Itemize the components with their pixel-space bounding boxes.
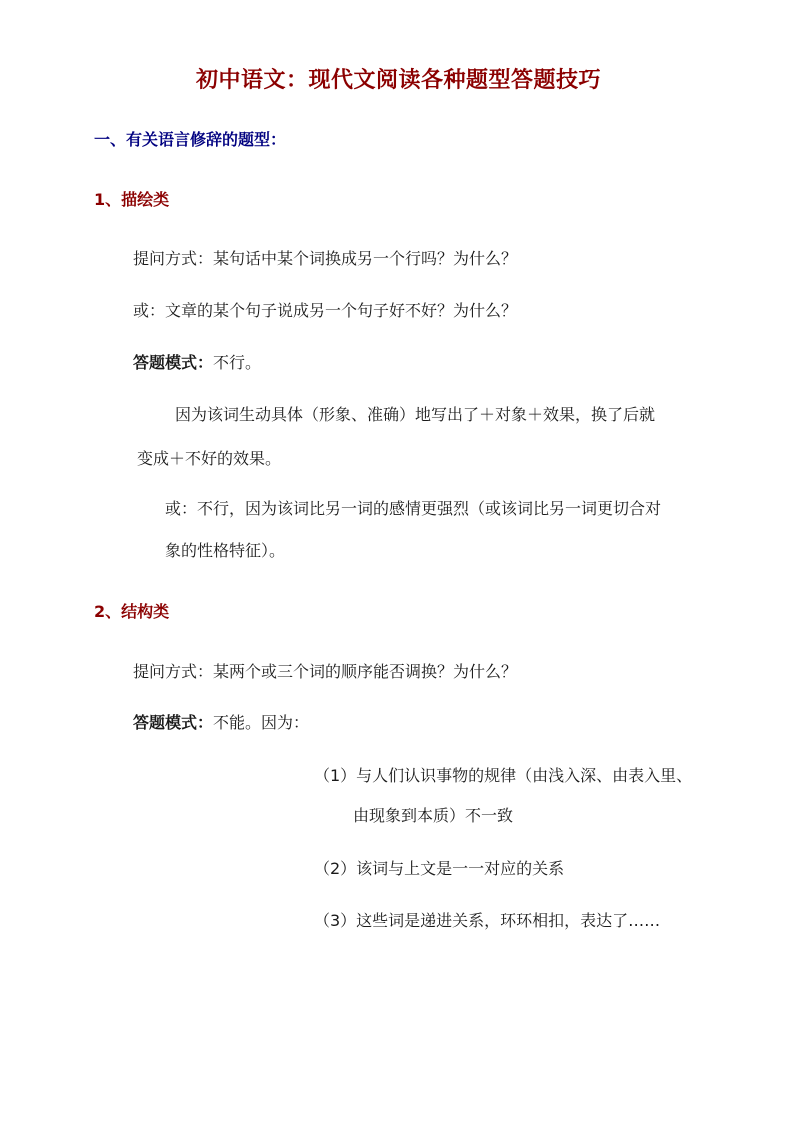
question-line: 提问方式：某句话中某个词换成另一个行吗？为什么？ [133,249,518,268]
list-item: 由现象到本质）不一致 [353,806,514,825]
question-line: 提问方式：某两个或三个词的顺序能否调换？为什么？ [133,662,518,681]
answer-value: 不能。因为： [213,713,310,732]
page-title: 初中语文：现代文阅读各种题型答题技巧 [196,67,602,93]
alt-answer-line: 或：不行，因为该词比另一词的感情更强烈（或该词比另一词更切合对 [165,499,662,518]
answer-value: 不行。 [213,353,262,372]
answer-label: 答题模式： [133,353,214,372]
list-item: （2）该词与上文是一一对应的关系 [314,859,565,878]
list-item: （3）这些词是递进关系，环环相扣，表达了…… [314,911,661,930]
section-heading-rhetoric: 一、有关语言修辞的题型： [94,130,287,149]
explain-line: 变成＋不好的效果。 [137,449,282,468]
explain-line: 因为该词生动具体（形象、准确）地写出了＋对象＋效果，换了后就 [175,405,656,424]
list-item: （1）与人们认识事物的规律（由浅入深、由表入里、 [314,766,693,785]
answer-label: 答题模式： [133,713,214,732]
alt-answer-line: 象的性格特征）。 [165,541,286,560]
answer-line [133,353,261,373]
answer-line [133,713,309,733]
sub-heading-descriptive: 1、描绘类 [94,190,170,209]
sub-heading-structure: 2、结构类 [94,602,170,621]
or-line: 或：文章的某个句子说成另一个句子好不好？为什么？ [133,301,518,320]
